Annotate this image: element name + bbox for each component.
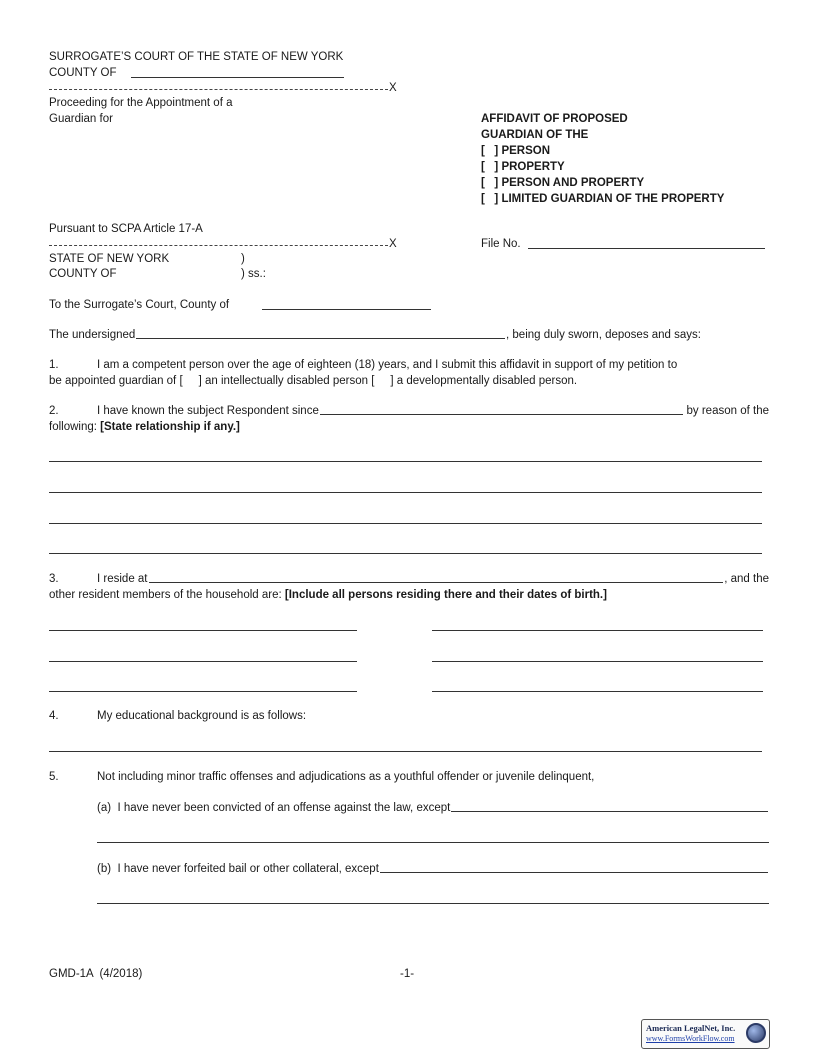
publisher-logo[interactable] [641,1019,770,1049]
relationship-line-2[interactable] [49,492,762,493]
caption-divider-top [49,89,388,90]
para3-prefix: I reside at [97,573,148,585]
para3-row [97,572,769,586]
option-person[interactable]: [ ] PERSON [481,145,551,157]
para5b-continuation-line[interactable] [97,903,769,904]
para2-prefix: I have known the subject Respondent since [97,405,319,417]
relationship-line-3[interactable] [49,523,762,524]
globe-icon [746,1023,766,1043]
para2-suffix: by reason of the [686,405,769,417]
household-member-line-3b[interactable] [432,691,763,692]
venue-paren: ) [241,253,245,265]
undersigned-suffix: , being duly sworn, deposes and says: [506,329,701,341]
venue-ss: ) ss.: [241,268,266,280]
household-member-line-2a[interactable] [49,661,357,662]
para1-line1: I am a competent person over the age of eighteen (18) years, and I submit this affidavit in support of my petition to [97,359,678,371]
affidavit-title-line2: GUARDIAN OF THE [481,129,589,141]
option-person-and-property[interactable]: [ ] PERSON AND PROPERTY [481,177,645,189]
salutation-county-field[interactable] [262,309,431,310]
para5b-exception-field[interactable] [380,872,768,873]
page-number: -1- [400,968,415,980]
option-property[interactable]: [ ] PROPERTY [481,161,565,173]
para3-number: 3. [49,573,59,585]
relationship-line-4[interactable] [49,553,762,554]
para2-line2 [49,420,240,434]
para3-line2-plain: other resident members of the household are: [49,589,282,601]
court-name: SURROGATE’S COURT OF THE STATE OF NEW YORK [49,51,344,63]
para5b-row [97,862,769,876]
caption-county-field[interactable] [131,77,344,78]
para4-text: My educational background is as follows: [97,710,307,722]
para2-since-field[interactable] [320,414,683,415]
para5a-row [97,801,769,815]
para5a-exception-field[interactable] [451,811,768,812]
undersigned-name-field[interactable] [136,338,505,339]
para5b-text: (b) I have never forfeited bail or other collateral, except [97,863,379,875]
affidavit-title-line1: AFFIDAVIT OF PROPOSED [481,113,628,125]
household-member-line-1b[interactable] [432,630,763,631]
caption-county-label: COUNTY OF [49,67,117,79]
para3-instruction: [Include all persons residing there and their dates of birth.] [284,589,607,601]
salutation-text: To the Surrogate’s Court, County of [49,299,230,311]
para3-line2 [49,588,607,602]
household-member-line-1a[interactable] [49,630,357,631]
publisher-name: American LegalNet, Inc. [646,1023,736,1033]
venue-state: STATE OF NEW YORK [49,253,170,265]
para2-row [97,404,769,418]
para3-address-field[interactable] [149,582,724,583]
para5a-text: (a) I have never been convicted of an offense against the law, except [97,802,451,814]
file-no-label: File No. [481,238,521,250]
caption-divider-bottom [49,245,388,246]
education-line[interactable] [49,751,762,752]
relationship-line-1[interactable] [49,461,762,462]
para5-number: 5. [49,771,59,783]
file-no-field[interactable] [528,248,765,249]
proceeding-line2: Guardian for [49,113,113,125]
option-limited-guardian[interactable]: [ ] LIMITED GUARDIAN OF THE PROPERTY [481,193,725,205]
para1-line2: be appointed guardian of [ ] an intellectually disabled person [ ] a developmentally disabled person. [49,375,578,387]
para2-line2-plain: following: [49,421,97,433]
undersigned-row [49,328,701,342]
para4-number: 4. [49,710,59,722]
para2-number: 2. [49,405,59,417]
publisher-url[interactable]: www.FormsWorkFlow.com [646,1034,735,1043]
undersigned-prefix: The undersigned [49,329,136,341]
household-member-line-3a[interactable] [49,691,357,692]
form-id: GMD-1A (4/2018) [49,968,143,980]
para5a-continuation-line[interactable] [97,842,769,843]
household-member-line-2b[interactable] [432,661,763,662]
para3-suffix: , and the [724,573,769,585]
pursuant-text: Pursuant to SCPA Article 17-A [49,223,203,235]
proceeding-line1: Proceeding for the Appointment of a [49,97,233,109]
para5-text: Not including minor traffic offenses and adjudications as a youthful offender or juvenile delinquent, [97,771,595,783]
caption-divider-x: X [389,82,397,94]
para1-number: 1. [49,359,59,371]
caption-divider-x-bottom: X [389,238,397,250]
para2-instruction: [State relationship if any.] [100,421,240,433]
venue-county: COUNTY OF [49,268,117,280]
